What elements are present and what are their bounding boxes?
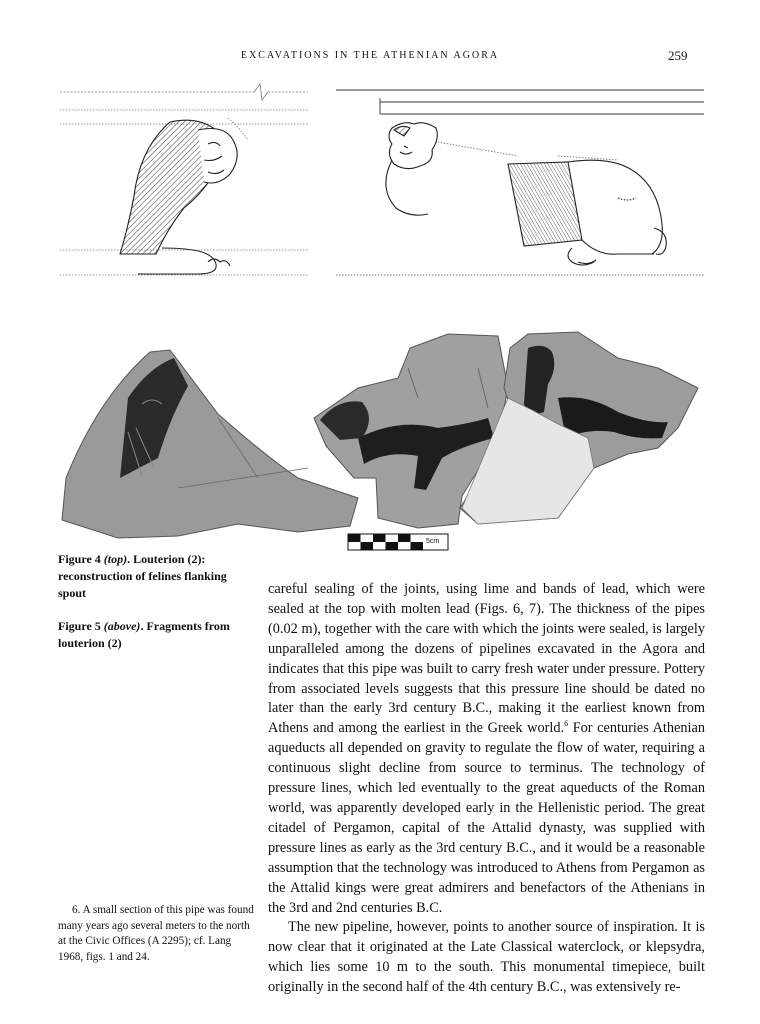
scale-bar-label: 5cm <box>426 538 440 545</box>
left-feline <box>120 120 237 274</box>
figure-5-caption-text: . Fragments from louterion (2) <box>58 619 230 650</box>
page-number: 259 <box>668 48 688 63</box>
paragraph-2: The new pipeline, however, points to another source of inspiration. It is now clear that it originated at the Late Classical waterclock, or klepsydra, which lies some 10 m to the south. This monumental timepiece, built originally in the second half of the 4th century B.C., was extensively re- <box>268 919 705 996</box>
scale-bar <box>348 534 448 550</box>
figure-5-photo <box>58 328 704 558</box>
figure-5-position: (above) <box>103 619 141 633</box>
figure-4-drawing <box>58 78 704 288</box>
figure-4-caption-text: . Louterion (2): reconstruction of felines flanking spout <box>58 552 227 600</box>
figure-4-position: (top) <box>103 552 128 566</box>
running-head: EXCAVATIONS IN THE ATHENIAN AGORA <box>240 50 500 61</box>
figure-4-caption <box>58 551 248 602</box>
footnote-6 <box>58 903 256 965</box>
footnote-text: A small section of this pipe was found many years ago several meters to the north at the Civic Offices (A 2295); cf. Lang 1968, figs. 1 and 24. <box>58 904 254 963</box>
figure-4-label: Figure 4 <box>58 552 101 566</box>
main-body-text <box>268 580 705 998</box>
footnote-number: 6. <box>72 904 81 916</box>
figure-5-label: Figure 5 <box>58 619 101 633</box>
right-feline <box>386 123 666 265</box>
footnote-ref-6[interactable]: 6 <box>564 719 569 729</box>
figure-5-caption <box>58 618 248 652</box>
paragraph-1: careful sealing of the joints, using lime and bands of lead, which were sealed at the top with molten lead (Figs. 6, 7). The thickness of the pipes (0.02 m), together with the care with which the joints were sealed, is largely unparalleled among the dozens of pipelines excavated in the Agora and indicates that this pipe was built to carry fresh water under pressure. Pottery from associated levels suggests that this pressure line should be dated no later than the early 3rd century B.C., making it the earliest known from Athens and among the earliest in the Greek world.$^6$ For centuries Athenian aqueducts all depended on gravity to regulate the flow of water, requiring a continuous slight decline from source to terminus. The technology of pressure lines, which led eventually to the great aqueducts of the Roman world, was apparently developed early in the Hellenistic period. The great citadel of Pergamon, capital of the Attalid dynasty, was supplied with pressure lines as early as the 3rd century B.C., and it would be a reasonable assumption that the technology was introduced to Athens from Pergamon as the Attalid kings were great admirers and benefactors of the Athenians in the 3rd and 2nd centuries B.C. <box>268 581 705 916</box>
